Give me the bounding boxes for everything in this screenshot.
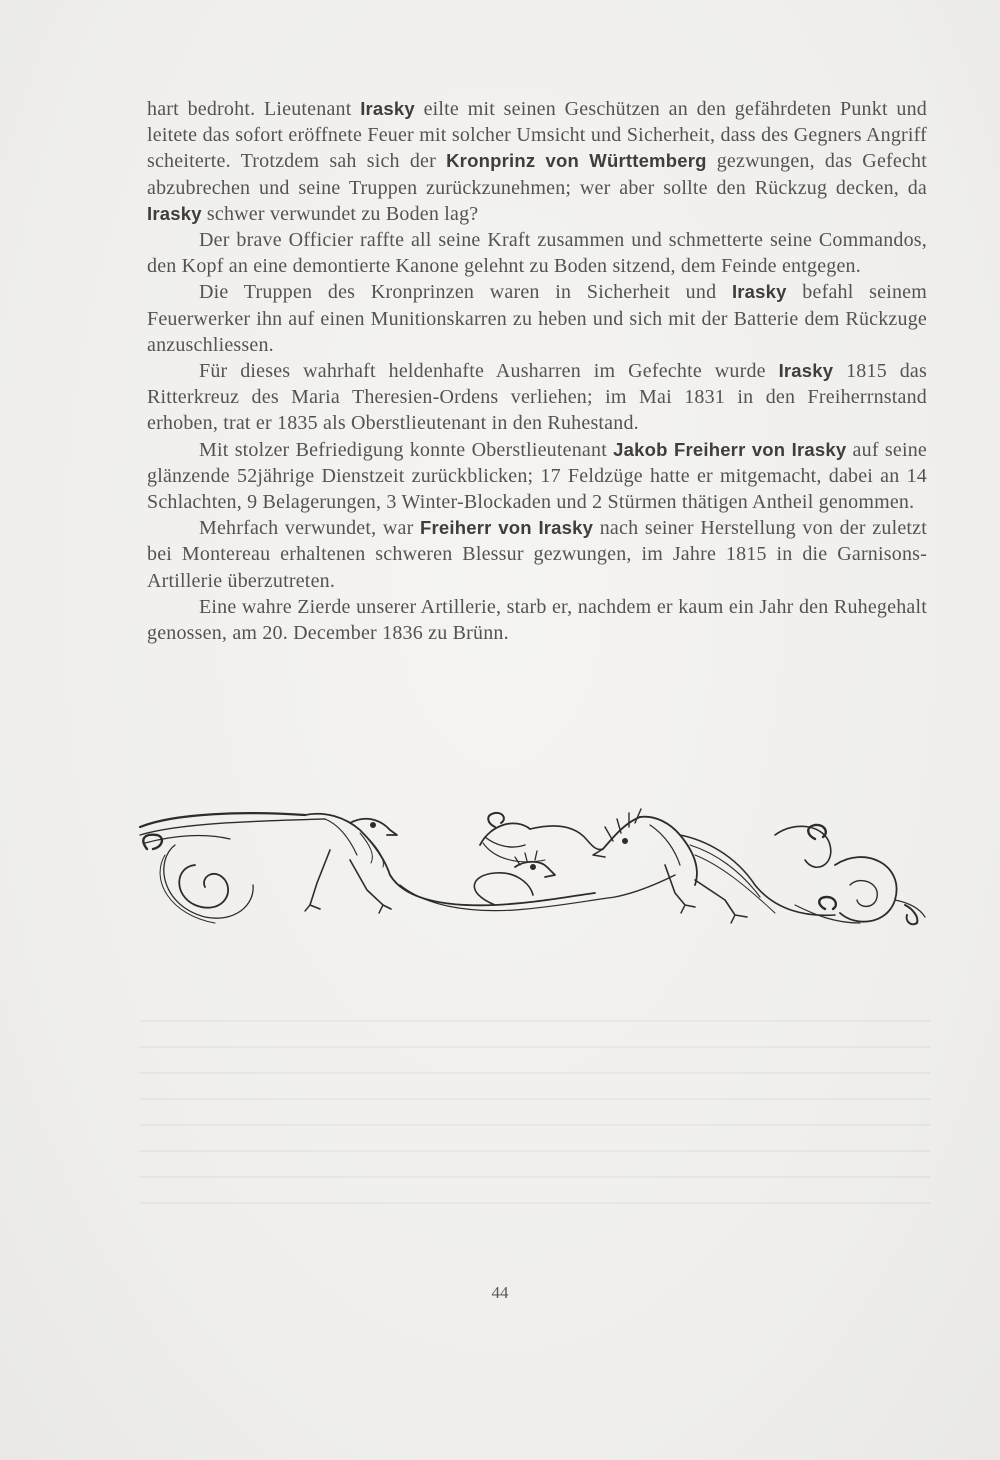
emphasized-name: Irasky — [778, 360, 834, 382]
paragraph — [147, 358, 927, 437]
emphasized-name: Irasky — [147, 202, 202, 224]
body-text — [147, 96, 927, 646]
text-run: Mehrfach verwundet, war — [199, 517, 421, 540]
paragraph — [147, 515, 927, 594]
emphasized-name: Irasky — [731, 281, 787, 303]
emphasized-name: Irasky — [360, 98, 415, 119]
text-run: eilte mit seinen Geschützen an den gefährdeten Punkt und leitete das sofort eröffnete Feuer mit solcher Umsicht und Sicherheit, dass des Gegners Angriff scheiterte. Trotzdem sah sich der — [147, 98, 927, 173]
emphasized-name: Freiherr von Irasky — [420, 517, 594, 539]
paragraph — [147, 437, 927, 516]
paragraph — [147, 594, 927, 646]
show-through-lines — [140, 1020, 930, 1260]
paragraph — [147, 96, 927, 227]
text-run: Die Truppen des Kronprinzen waren in Sicherheit und — [199, 281, 732, 304]
paragraph — [147, 279, 927, 358]
text-run: Mit stolzer Befriedigung konnte Oberstlieutenant — [199, 438, 614, 461]
emphasized-name: Jakob Freiherr von Irasky — [613, 438, 847, 460]
paragraph — [147, 227, 927, 279]
emphasized-name: Kronprinz von Württemberg — [446, 150, 707, 172]
text-run: schwer verwundet zu Boden lag? — [201, 202, 479, 225]
page-number: 44 — [491, 1283, 509, 1302]
text-run: befahl seinem Feuerwerker ihn auf einen Munitionskarren zu heben und sich mit der Batterie dem Rückzuge anzuschliessen. — [147, 281, 927, 356]
text-run: nach seiner Herstellung von der zuletzt bei Montereau erhaltenen schweren Blessur gezwungen, im Jahre 1815 in die Garnisons-Artillerie überzutreten. — [147, 517, 928, 592]
text-run: Der brave Officier raffte all seine Kraft zusammen und schmetterte seine Commandos, den Kopf an eine demontierte Kanone gelehnt zu Boden sitzend, dem Feinde entgegen. — [147, 229, 927, 278]
text-run: Eine wahre Zierde unserer Artillerie, starb er, nachdem er kaum ein Jahr den Ruhegehalt genossen, am 20. December 1836 zu Brünn. — [147, 595, 927, 645]
text-run: Für dieses wahrhaft heldenhafte Ausharren im Gefechte wurde — [199, 360, 779, 383]
text-run: auf seine glänzende 52jährige Dienstzeit zurückblicken; 17 Feldzüge hatte er mitgemacht, dabei an 14 Schlachten, 9 Belagerungen, 3 Winter-Blockaden und 2 Stürmen thätigen Antheil genommen. — [147, 438, 927, 514]
text-run: gezwungen, das Gefecht abzubrechen und seine Truppen zurückzunehmen; wer aber sollte den Rückzug decken, da — [147, 150, 927, 199]
bird-dragon-ornament-icon — [135, 805, 927, 935]
text-run: hart bedroht. Lieutenant — [147, 98, 361, 120]
text-run: 1815 das Ritterkreuz des Maria Theresien-Ordens verliehen; im Mai 1831 in den Freiherrnstand erhoben, trat er 1835 als Oberstlieutenant in den Ruhestand. — [147, 360, 927, 435]
